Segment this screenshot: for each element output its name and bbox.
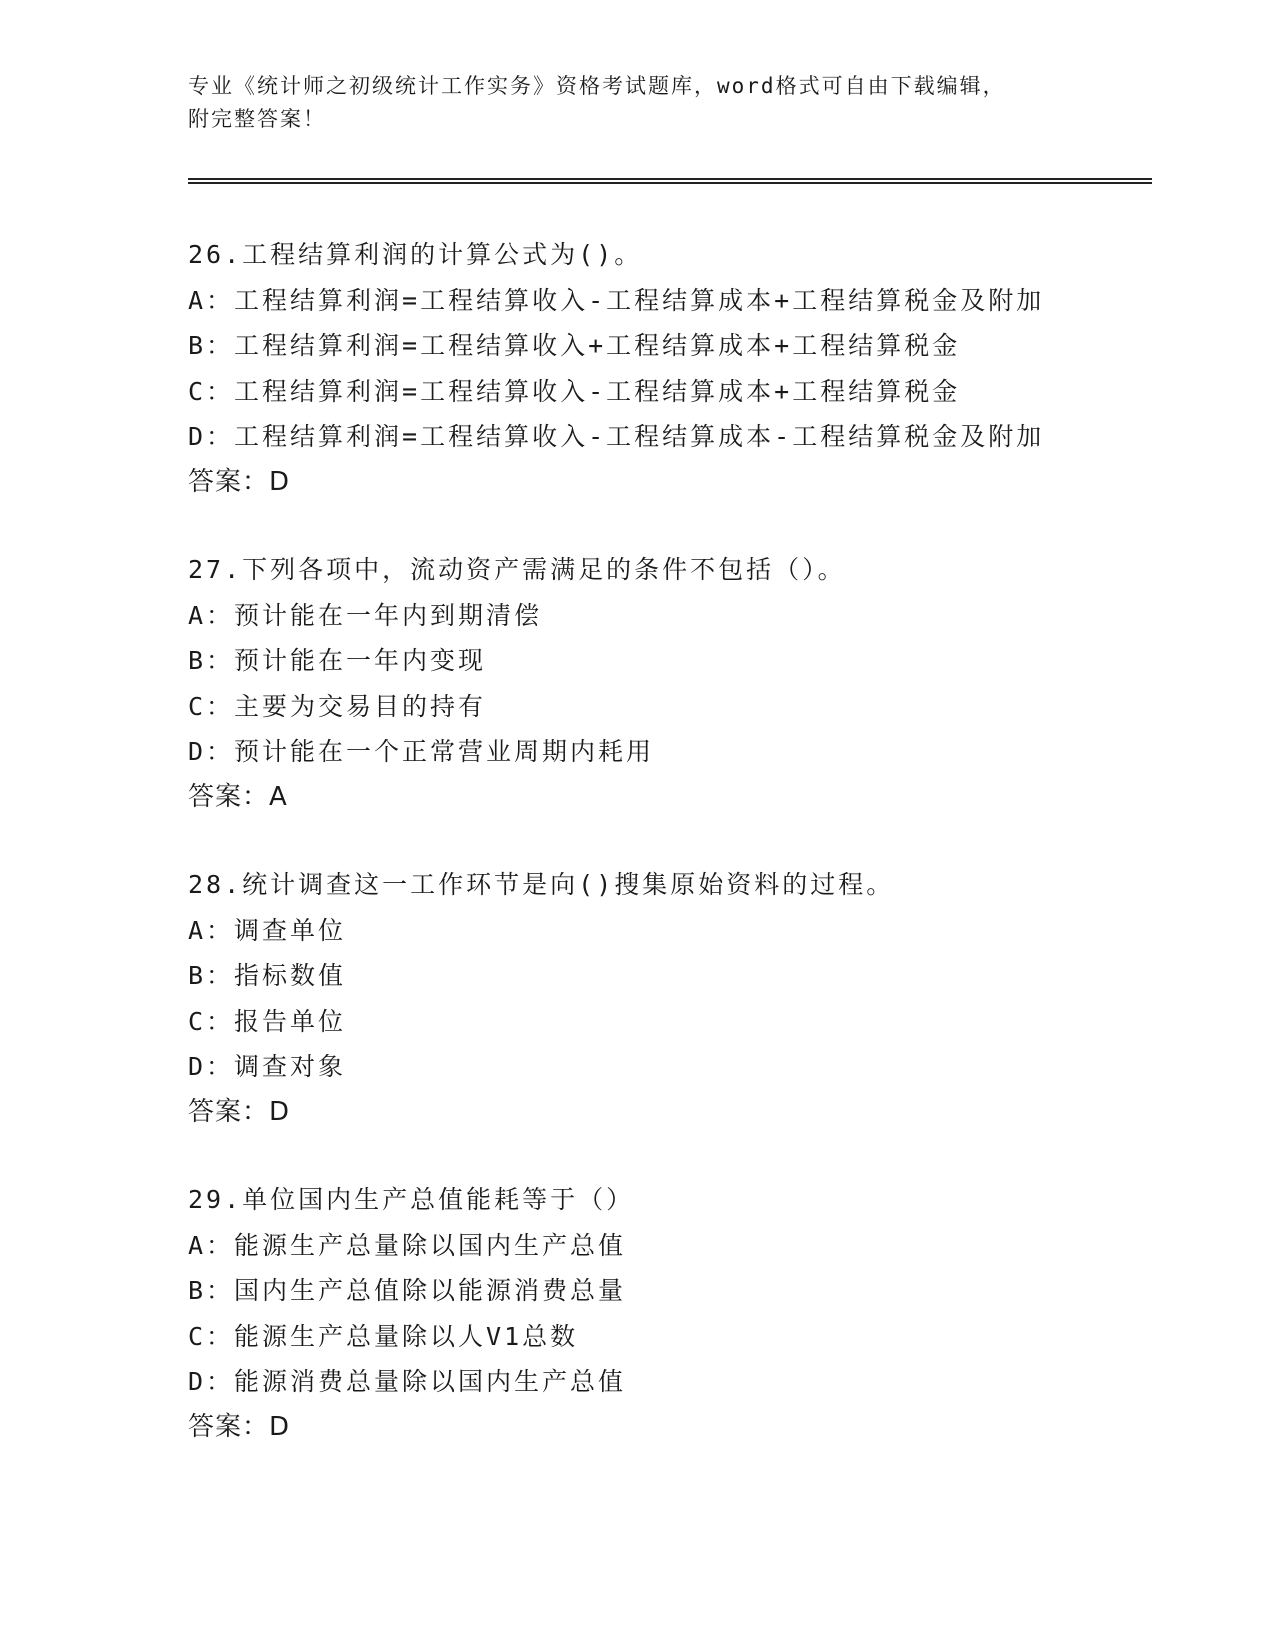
- option-c: C：主要为交易目的持有: [188, 691, 487, 721]
- option-b: B：工程结算利润=工程结算收入+工程结算成本+工程结算税金: [188, 331, 961, 360]
- answer: 答案：A: [188, 781, 288, 812]
- option-a: A：调查单位: [188, 915, 347, 945]
- question-stem: 28.统计调查这一工作环节是向()搜集原始资料的过程。: [188, 870, 895, 899]
- option-d: D：工程结算利润=工程结算收入-工程结算成本-工程结算税金及附加: [188, 422, 1045, 451]
- option-d: D：调查对象: [188, 1052, 347, 1081]
- document-header: [188, 70, 1148, 136]
- option-d: D：预计能在一个正常营业周期内耗用: [188, 737, 655, 766]
- option-c: C：报告单位: [188, 1006, 347, 1036]
- option-b: B：预计能在一年内变现: [188, 646, 487, 675]
- header-line-1: 专业《统计师之初级统计工作实务》资格考试题库，word格式可自由下载编辑，: [188, 74, 1006, 98]
- question-28: [188, 862, 1148, 1135]
- question-26: [188, 232, 1148, 505]
- option-a: A：工程结算利润=工程结算收入-工程结算成本+工程结算税金及附加: [188, 285, 1045, 315]
- question-stem: 27.下列各项中，流动资产需满足的条件不包括（）。: [188, 555, 846, 584]
- question-list: [188, 232, 1148, 1492]
- option-b: B：国内生产总值除以能源消费总量: [188, 1276, 627, 1305]
- option-c: C：能源生产总量除以人V1总数: [188, 1321, 579, 1351]
- option-a: A：能源生产总量除以国内生产总值: [188, 1230, 627, 1260]
- answer: 答案：D: [188, 1096, 291, 1127]
- question-stem: 29.单位国内生产总值能耗等于（）: [188, 1185, 635, 1214]
- question-29: [188, 1177, 1148, 1450]
- question-27: [188, 547, 1148, 820]
- header-line-2: 附完整答案！: [188, 107, 326, 131]
- option-a: A：预计能在一年内到期清偿: [188, 600, 543, 630]
- option-d: D：能源消费总量除以国内生产总值: [188, 1367, 627, 1396]
- question-stem: 26.工程结算利润的计算公式为()。: [188, 240, 643, 269]
- answer: 答案：D: [188, 466, 291, 497]
- option-c: C：工程结算利润=工程结算收入-工程结算成本+工程结算税金: [188, 376, 961, 406]
- header-divider: [188, 178, 1152, 184]
- answer: 答案：D: [188, 1411, 291, 1442]
- option-b: B：指标数值: [188, 961, 347, 990]
